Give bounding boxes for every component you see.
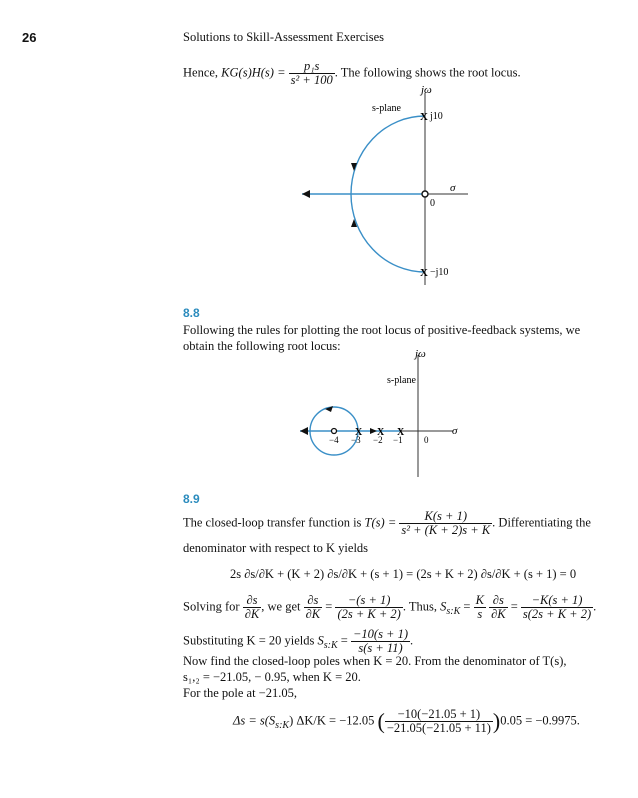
k-over-s: $\frac{K}{s}$ <box>475 593 484 621</box>
zero-label: 0 <box>430 198 435 209</box>
sens-num: −K(s + 1) <box>521 594 593 608</box>
pole-minus-2: X <box>377 427 385 438</box>
ds-dk-frac-3: $\frac{\partial s}{\partial K}$ <box>491 593 506 621</box>
fin-lhs: Δs = s(S <box>233 713 276 728</box>
fin-tail: 0.05 = −0.9975. <box>500 713 580 728</box>
locus-arrow-right <box>370 428 377 434</box>
tick-minus-4: −4 <box>329 435 339 445</box>
intro-line <box>183 60 521 87</box>
ds-dk-frac: $\frac{\partial s}{\partial K}$ <box>244 593 260 621</box>
s89-lead: The closed-loop transfer function is <box>183 515 362 530</box>
zero-origin <box>422 191 428 197</box>
intro-lhs: KG(s)H(s) = <box>221 65 286 80</box>
solving-line: Solving for $\frac{\partial s}{\partial K}$ , we get $\frac{\partial s}{\partial K}$ = $\frac{-(s + 1)}{(2s + K + 2)}$ . Thus, $S_{s:K}$ = $\frac{K}{s}$ $\frac{\partial s}{\partial K}$ = $\frac{-K(s + 1)}{s(2s + K + 2)}$ . <box>183 593 597 621</box>
intro-tail: . The following shows the root locus. <box>334 65 521 80</box>
final-equation: $\Delta s = s(S_{s:K}) \Delta K/K = -12.05$ ( $\frac{-10(-21.05 + 1)}{-21.05(-21.05 + 11)}$ )0.05 = −0.9975. <box>233 707 580 735</box>
jw-label: jω <box>421 85 432 96</box>
substituting-line: Substituting K = 20 yields $S_{s:K}$ = $\frac{-10(s + 1)}{s(s + 11)}$ . <box>183 627 414 655</box>
s89-line1 <box>183 510 591 537</box>
section-8-8: 8.8 <box>183 306 200 320</box>
intro-frac-num: p₁s <box>289 60 335 74</box>
running-title: Solutions to Skill-Assessment Exercises <box>183 30 385 44</box>
sens-lhs: S <box>440 599 447 614</box>
pole-upper: X <box>420 111 428 123</box>
pole-minus-1: X <box>397 427 405 438</box>
solve-c: . Thus, <box>402 599 437 614</box>
ds-dk-frac-2: $\frac{\partial s}{\partial K}$ <box>305 593 321 621</box>
sens-fraction <box>521 594 593 621</box>
s88-line2: obtain the following root locus: <box>183 339 341 353</box>
poles-line1: Now find the closed-loop poles when K = 20. From the denominator of T(s), <box>183 654 567 668</box>
zero-minus-4 <box>332 429 337 434</box>
tick-minus-1: −1 <box>393 435 403 445</box>
fin-den: −21.05(−21.05 + 11) <box>386 721 491 735</box>
jw-label: jω <box>415 348 426 360</box>
poles-line3: For the pole at −21.05, <box>183 686 297 700</box>
sens-den: s(2s + K + 2) <box>522 607 592 621</box>
s-plane-label: s-plane <box>372 103 401 114</box>
s89-line2: denominator with respect to K yields <box>183 541 369 555</box>
sens-sub: s:K <box>446 605 461 617</box>
transfer-fraction <box>399 510 492 537</box>
subs-num: −10(s + 1) <box>352 627 409 641</box>
page-number: 26 <box>22 30 37 45</box>
s88-line1: Following the rules for plotting the root locus of positive-feedback systems, we <box>183 323 581 337</box>
solve-a: Solving for <box>183 599 240 614</box>
subs-a: Substituting K = 20 yields <box>183 633 315 648</box>
locus-arrow-left <box>302 190 310 198</box>
sigma-label: σ <box>450 182 456 194</box>
subs-fraction <box>351 628 410 655</box>
intro-fraction <box>289 60 335 87</box>
tick-zero: 0 <box>424 435 429 445</box>
s89-lhs: T(s) = <box>364 515 397 530</box>
s89-tail: . Differentiating the <box>492 515 591 530</box>
locus-arrow-upper <box>351 163 357 171</box>
locus-arrow-left <box>300 427 308 435</box>
label-j10: j10 <box>430 111 443 122</box>
fin-mid: ) ΔK/K = −12.05 <box>289 713 375 728</box>
intro-frac-den: s² + 100 <box>290 73 333 87</box>
final-fraction <box>385 708 493 735</box>
solve-num: −(s + 1) <box>335 594 402 608</box>
root-locus-figure-2 <box>285 345 475 480</box>
transfer-num: K(s + 1) <box>399 510 492 524</box>
label-neg-j10: −j10 <box>430 267 449 278</box>
transfer-den: s² + (K + 2)s + K <box>401 523 491 537</box>
poles-line2: s₁,₂ = −21.05, − 0.95, when K = 20. <box>183 670 361 684</box>
s-plane-label: s-plane <box>387 375 416 386</box>
intro-lead: Hence, <box>183 65 219 80</box>
derivative-equation: 2s ∂s/∂K + (K + 2) ∂s/∂K + (s + 1) = (2s + K + 2) ∂s/∂K + (s + 1) = 0 <box>230 567 577 581</box>
solve-b: , we get <box>261 599 301 614</box>
root-locus-figure-1 <box>290 85 480 290</box>
sigma-label: σ <box>452 425 458 437</box>
solve-den: (2s + K + 2) <box>337 607 401 621</box>
tick-minus-3: −3 <box>351 435 361 445</box>
section-8-9: 8.9 <box>183 492 200 506</box>
solve-fraction <box>335 594 402 621</box>
pole-minus-3: X <box>355 427 363 438</box>
subs-den: s(s + 11) <box>358 641 403 655</box>
tick-minus-2: −2 <box>373 435 383 445</box>
fin-num: −10(−21.05 + 1) <box>385 708 493 722</box>
pole-lower: X <box>420 267 428 279</box>
